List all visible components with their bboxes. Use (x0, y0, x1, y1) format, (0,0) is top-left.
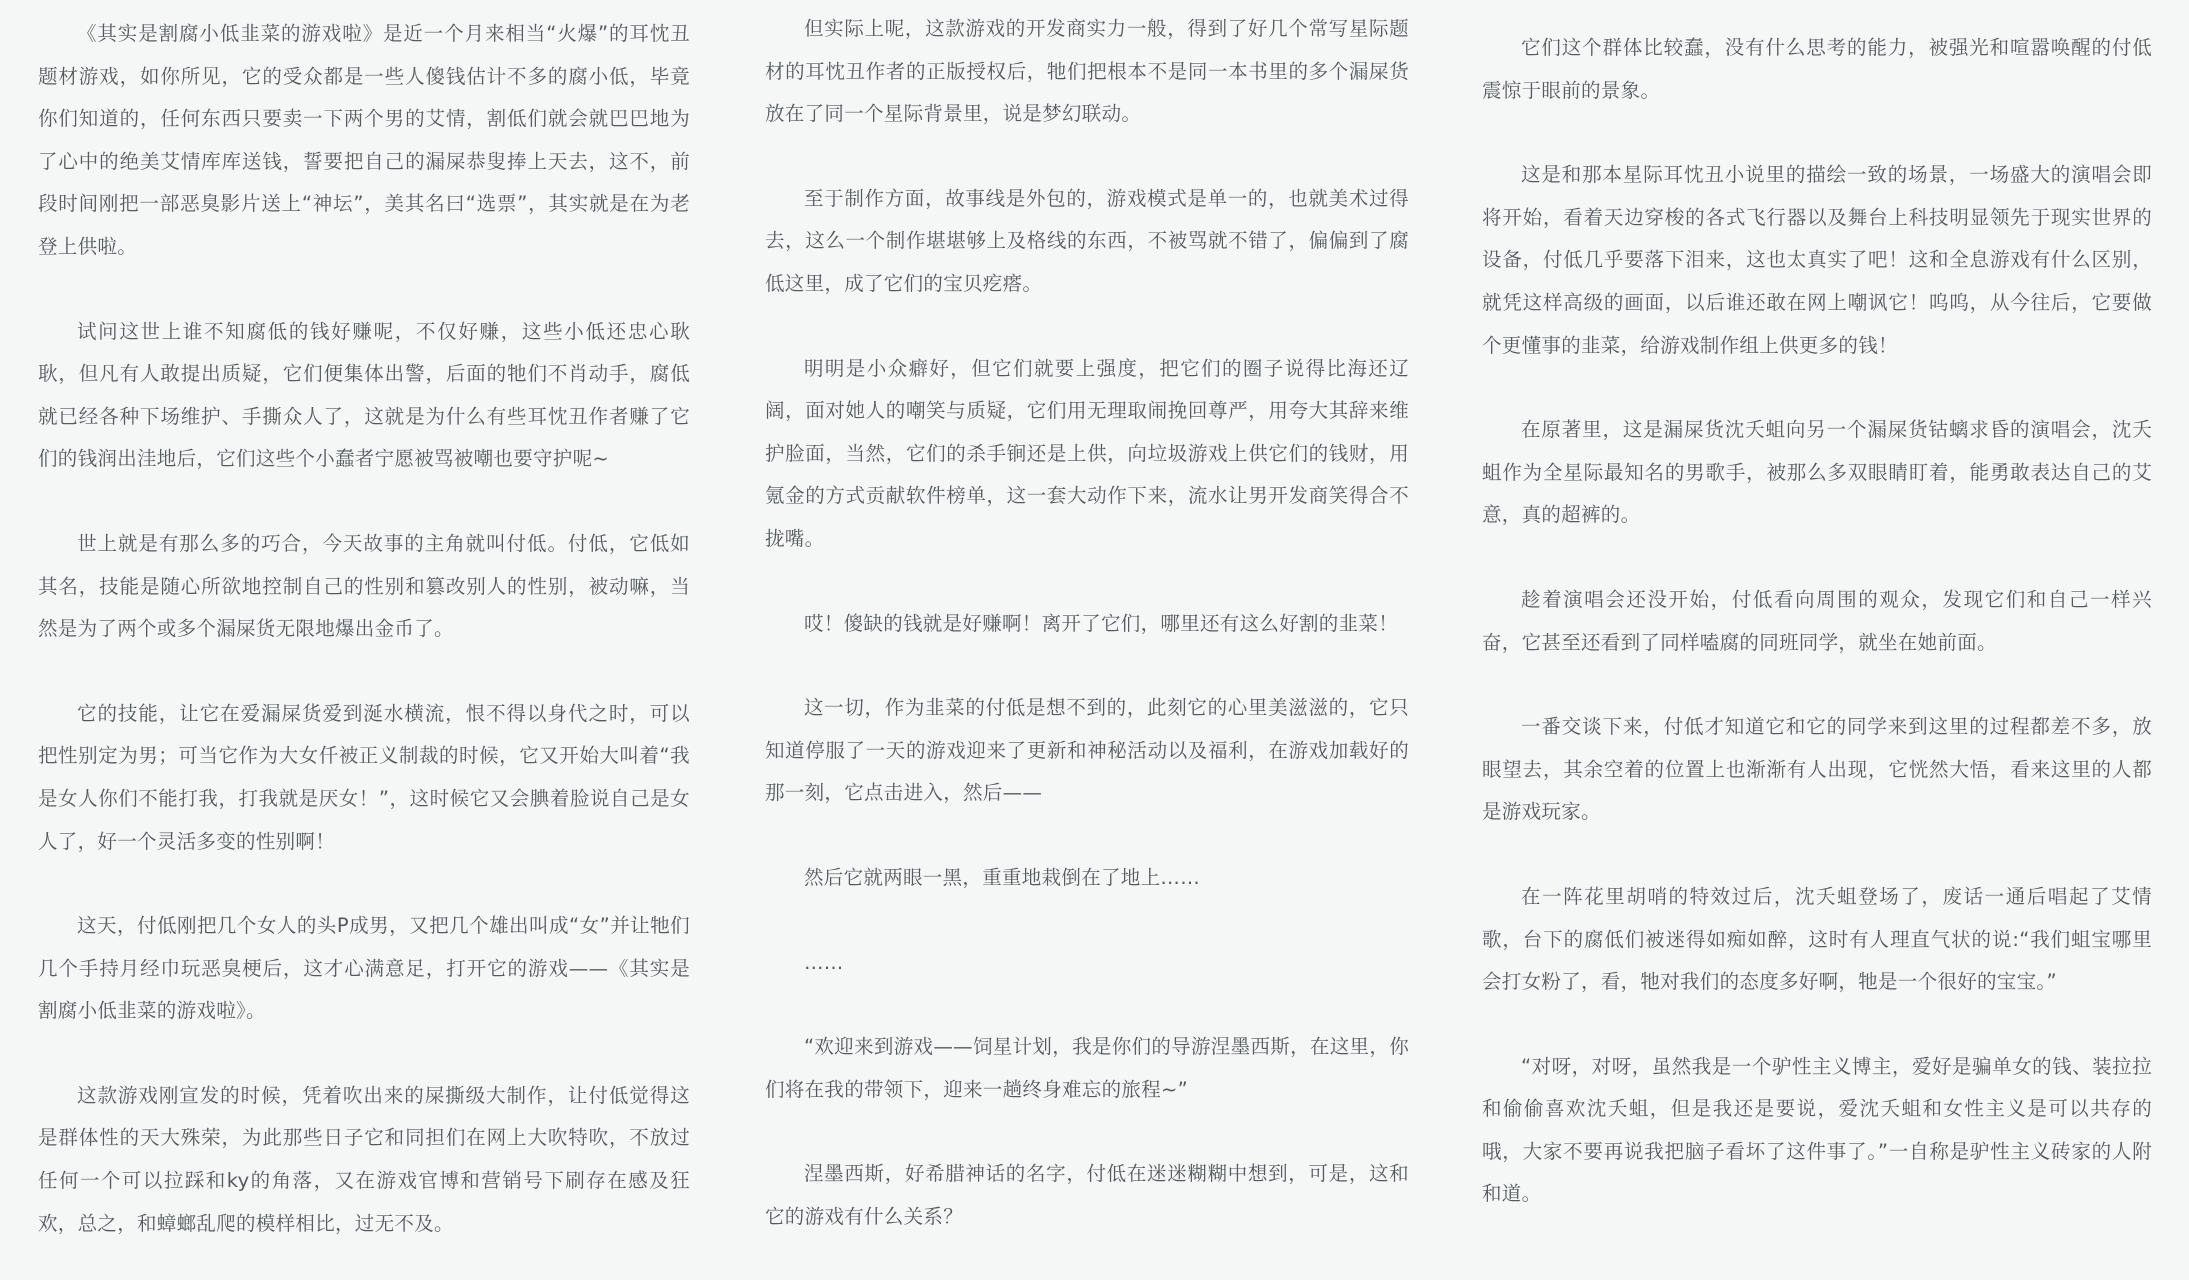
paragraph: 在一阵花里胡哨的特效过后，沈夭蛆登场了，废话一通后唱起了艾情歌，台下的腐低们被迷得如痴如醉，这时有人理直气状的说:“我们蛆宝哪里会打女粉了，看，牠对我们的态度多好啊，牠是一个很好的宝宝。” (1482, 884, 2152, 994)
paragraph: …… (804, 950, 844, 974)
text-column-1 (38, 0, 690, 1245)
paragraph: 它们这个群体比较蠢，没有什么思考的能力，被强光和喧嚣唤醒的付低震惊于眼前的景象。 (1482, 36, 2152, 102)
paragraph: 趁着演唱会还没开始，付低看向周围的观众，发现它们和自己一样兴奋，它甚至还看到了同样嗑腐的同班同学，就坐在她前面。 (1482, 587, 2152, 654)
paragraph: 明明是小众癖好，但它们就要上强度，把它们的圈子说得比海还辽阔，面对她人的嘲笑与质疑，它们用无理取闹挽回尊严，用夸大其辞来维护脸面，当然，它们的杀手锏还是上供，向垃圾游戏上供它们的钱财，用氪金的方式贡献软件榜单，这一套大动作下来，流水让男开发商笑得合不拢嘴。 (765, 356, 1409, 550)
paragraph: 涅墨西斯，好希腊神话的名字，付低在迷迷糊糊中想到，可是，这和它的游戏有什么关系？ (765, 1162, 1409, 1228)
paragraph: 这天，付低刚把几个女人的头P成男，又把几个雄出叫成“女”并让牠们几个手持月经巾玩恶臭梗后，这才心满意足，打开它的游戏——《其实是割腐小低韭菜的游戏啦》。 (38, 914, 690, 1023)
paragraph: 这一切，作为韭菜的付低是想不到的，此刻它的心里美滋滋的，它只知道停服了一天的游戏迎来了更新和神秘活动以及福利，在游戏加载好的那一刻，它点击进入，然后—— (765, 696, 1409, 805)
paragraph: 世上就是有那么多的巧合，今天故事的主角就叫付低。付低，它低如其名，技能是随心所欲地控制自己的性别和篡改别人的性别，被动嘛，当然是为了两个或多个漏屎货无限地爆出金币了。 (38, 531, 690, 641)
paragraph: 一番交谈下来，付低才知道它和它的同学来到这里的过程都差不多，放眼望去，其余空着的位置上也渐渐有人出现，它恍然大悟，看来这里的人都是游戏玩家。 (1482, 715, 2152, 824)
paragraph: 但实际上呢，这款游戏的开发商实力一般，得到了好几个常写星际题材的耳忱丑作者的正版授权后，牠们把根本不是同一本书里的多个漏屎货放在了同一个星际背景里，说是梦幻联动。 (765, 17, 1409, 126)
paragraph: “对呀，对呀，虽然我是一个驴性主义博主，爱好是骗单女的钱、装拉拉和偷偷喜欢沈夭蛆，但是我还是要说，爱沈夭蛆和女性主义是可以共存的哦，大家不要再说我把脑子看坏了这件事了。”一自称是驴性主义砖家的人附和道。 (1482, 1054, 2152, 1206)
paragraph: 然后它就两眼一黑，重重地栽倒在了地上…… (804, 865, 1201, 889)
paragraph: 在原著里，这是漏屎货沈夭蛆向另一个漏屎货钴螭求昏的演唱会，沈夭蛆作为全星际最知名的男歌手，被那么多双眼睛盯着，能勇敢表达自己的艾意，真的超裤的。 (1482, 418, 2152, 527)
paragraph: 这是和那本星际耳忱丑小说里的描绘一致的场景，一场盛大的演唱会即将开始，看着天边穿梭的各式飞行器以及舞台上科技明显领先于现实世界的设备，付低几乎要落下泪来，这也太真实了吧！这和全息游戏有什么区别，就凭这样高级的画面，以后谁还敢在网上嘲讽它！呜呜，从今往后，它要做个更懂事的韭菜，给游戏制作组上供更多的钱！ (1482, 163, 2152, 357)
text-column-3 (1482, 0, 2152, 1216)
paragraph: 它的技能，让它在爱漏屎货爱到涎水横流，恨不得以身代之时，可以把性别定为男；可当它作为大女仟被正义制裁的时候，它又开始大叫着“我是女人你们不能打我，打我就是厌女！”，这时候它又会腆着脸说自己是女人了，好一个灵活多变的性别啊！ (38, 701, 690, 853)
paragraph: 《其实是割腐小低韭菜的游戏啦》是近一个月来相当“火爆”的耳忱丑题材游戏，如你所见，它的受众都是一些人傻钱估计不多的腐小低，毕竟你们知道的，任何东西只要卖一下两个男的艾情，割低们就会就巴巴地为了心中的绝美艾情库库送钱，誓要把自己的漏屎恭叟捧上天去，这不，前段时间刚把一部恶臭影片送上“神坛”，美其名曰“选票”，其实就是在为老登上供啦。 (38, 22, 690, 258)
paragraph: 至于制作方面，故事线是外包的，游戏模式是单一的，也就美术过得去，这么一个制作堪堪够上及格线的东西，不被骂就不错了，偏偏到了腐低这里，成了它们的宝贝疙瘩。 (765, 186, 1409, 295)
paragraph: 试问这世上谁不知腐低的钱好赚呢，不仅好赚，这些小低还忠心耿耿，但凡有人敢提出质疑，它们便集体出警，后面的牠们不肖动手，腐低就已经各种下场维护、手撕众人了，这就是为什么有些耳忱丑作者赚了它们的钱润出洼地后，它们这些个小蠢者宁愿被骂被嘲也要守护呢~ (38, 319, 690, 471)
paragraph: 这款游戏刚宣发的时候，凭着吹出来的屎撕级大制作，让付低觉得这是群体性的天大殊荣，为此那些日子它和同担们在网上大吹特吹，不放过任何一个可以拉踩和ky的角落，又在游戏官博和营销号下刷存在感及狂欢，总之，和蟑螂乱爬的模样相比，过无不及。 (38, 1083, 690, 1235)
paragraph: 哎！傻缺的钱就是好赚啊！离开了它们，哪里还有这么好割的韭菜！ (804, 611, 1399, 635)
paragraph: “欢迎来到游戏——饲星计划，我是你们的导游涅墨西斯，在这里，你们将在我的带领下，迎来一趟终身难忘的旅程~” (765, 1035, 1409, 1101)
text-column-2 (765, 0, 1409, 1238)
